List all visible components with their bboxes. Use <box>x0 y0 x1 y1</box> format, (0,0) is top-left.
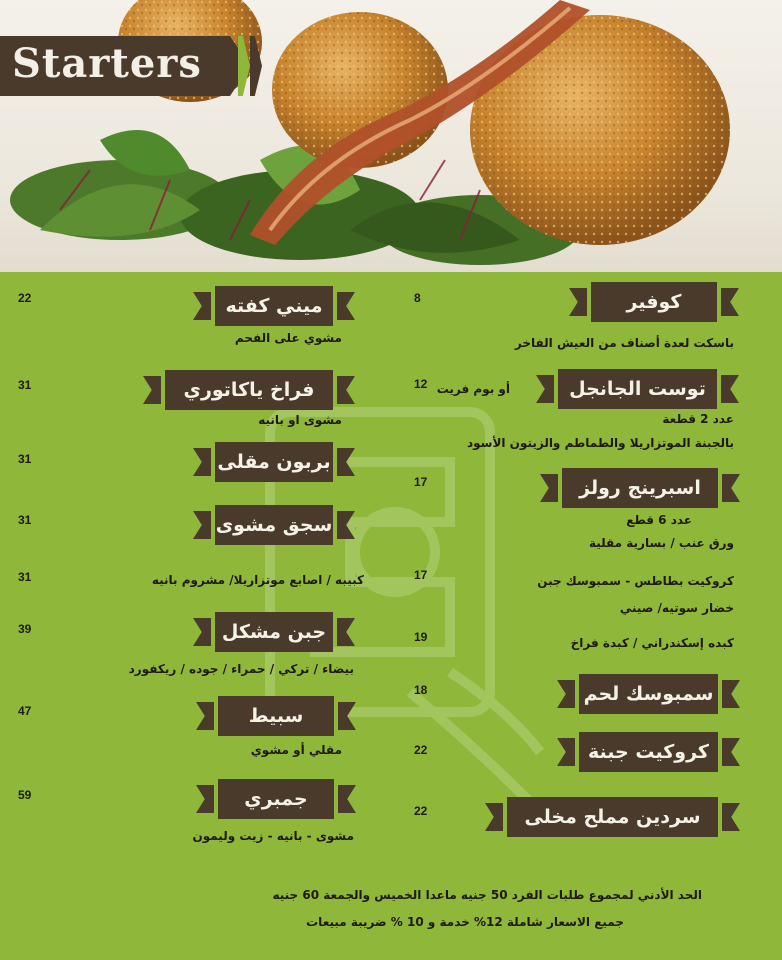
item-description: باسكت لعدة أصناف من العيش الفاخر <box>514 336 734 350</box>
item-badge-shrimp <box>196 779 356 819</box>
item-badge-squid <box>196 696 356 736</box>
item-name: بربون مقلى <box>215 442 333 482</box>
hero-photo <box>0 0 782 272</box>
item-name: جبن مشكل <box>215 612 333 652</box>
item-extra: أو بوم فريت <box>436 382 510 396</box>
item-description: عدد 2 قطعة <box>662 412 734 426</box>
title-banner <box>0 36 262 96</box>
price: 22 <box>18 291 32 305</box>
price: 31 <box>18 452 32 466</box>
item-badge-mini-kofta <box>193 286 355 326</box>
item-description: مقلي أو مشوي <box>250 743 342 757</box>
item-name: سردين مملح مخلى <box>507 797 718 837</box>
item-badge-mixed-cheese <box>193 612 355 652</box>
price: 18 <box>414 683 428 697</box>
price: 39 <box>18 622 32 636</box>
price: 22 <box>414 804 428 818</box>
item-description: كبيبه / اصابع موتزاريلا/ مشروم بانيه <box>151 573 364 587</box>
item-description: ورق عنب / بسارية مقلية <box>588 536 734 550</box>
item-name: سمبوسك لحم <box>579 674 718 714</box>
item-description: خضار سوتيه/ صيني <box>619 601 734 615</box>
price: 17 <box>414 475 428 489</box>
item-badge-sausage <box>193 505 355 545</box>
item-badge-jungle-toast <box>536 369 739 409</box>
item-description: كروكيت بطاطس - سمبوسك جبن <box>537 574 734 588</box>
item-badge-sardine <box>485 797 740 837</box>
item-badge-yakitori <box>143 370 355 410</box>
menu-section <box>0 272 782 960</box>
item-description: كبده إسكندراني / كبدة فراخ <box>570 636 734 650</box>
item-badge-bourbon <box>193 442 355 482</box>
item-badge-spring-rolls <box>540 468 740 508</box>
footer-minimum-order: الحد الأدني لمجموع طلبات الفرد 50 جنيه ماعدا الخميس والجمعة 60 جنيه <box>272 888 702 902</box>
item-name: كروكيت جبنة <box>579 732 718 772</box>
price: 22 <box>414 743 428 757</box>
price: 31 <box>18 378 32 392</box>
item-description: مشوي على الفحم <box>234 331 342 345</box>
price: 59 <box>18 788 32 802</box>
page-title: Starters <box>12 40 202 87</box>
price: 31 <box>18 570 32 584</box>
item-name: جمبري <box>218 779 334 819</box>
item-name: سجق مشوى <box>215 505 333 545</box>
price: 12 <box>414 377 428 391</box>
item-badge-cover <box>569 282 739 322</box>
item-description: عدد 6 قطع <box>626 513 692 527</box>
item-name: فراخ ياكاتوري <box>165 370 333 410</box>
item-description: مشوى او بانيه <box>258 413 342 427</box>
item-description: بيضاء / تركي / حمراء / جوده / ريكفورد <box>128 662 354 676</box>
item-description: بالجبنة الموتزاريلا والطماطم والزيتون الأسود <box>466 436 734 450</box>
item-description: مشوى - بانيه - زيت وليمون <box>192 829 354 843</box>
price: 47 <box>18 704 32 718</box>
price: 31 <box>18 513 32 527</box>
item-name: ميني كفته <box>215 286 333 326</box>
item-badge-meat-sambousek <box>557 674 740 714</box>
item-badge-cheese-croquette <box>557 732 740 772</box>
price: 8 <box>414 291 421 305</box>
item-name: توست الجانجل <box>558 369 717 409</box>
footer-price-note: جميع الاسعار شاملة 12% خدمة و 10 % ضريبة مبيعات <box>306 915 624 929</box>
price: 17 <box>414 568 428 582</box>
item-name: كوفير <box>591 282 717 322</box>
item-name: سبيط <box>218 696 334 736</box>
item-name: اسبرينج رولز <box>562 468 718 508</box>
price: 19 <box>414 630 428 644</box>
